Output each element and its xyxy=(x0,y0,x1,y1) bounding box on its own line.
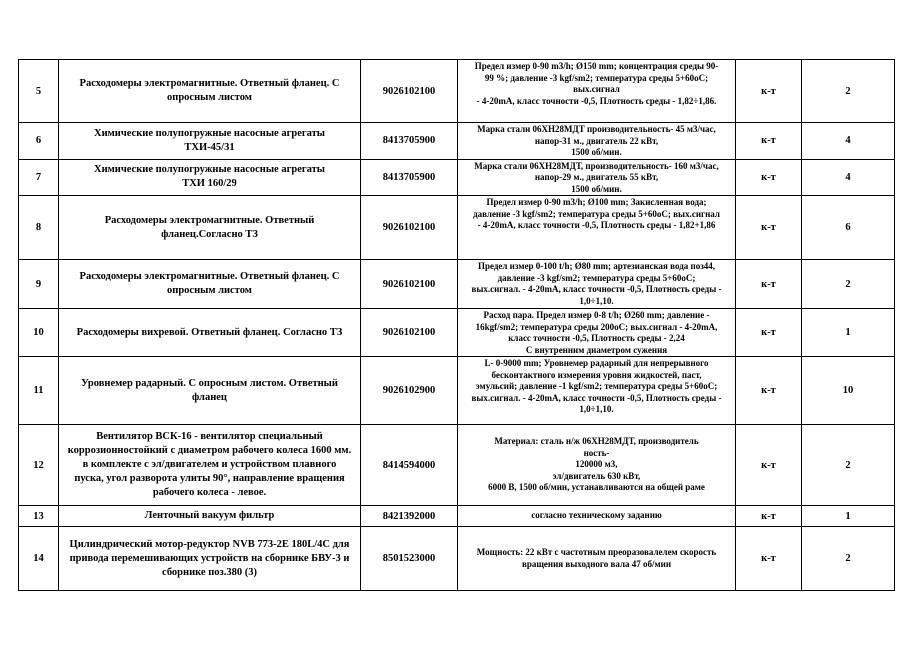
specification-line: - 4-20mA, класс точности -0,5, Плотность среды - 1,82÷1,86. xyxy=(476,95,717,106)
item-specification xyxy=(458,60,736,123)
item-name-line: сборнике поз.380 (3) xyxy=(162,566,257,578)
specification-line: бесконтактного измерения уровня жидкостей, паст, xyxy=(491,369,702,380)
item-name-line: Расходомеры электромагнитные. Ответный фланец. С xyxy=(79,271,340,282)
item-name xyxy=(59,425,361,506)
row-number: 5 xyxy=(19,60,59,123)
row-number: 7 xyxy=(19,159,59,196)
hs-code: 8501523000 xyxy=(361,527,458,591)
item-name-line: Цилиндрический мотор-редуктор NVB 773-2E 180L/4C для xyxy=(69,538,350,550)
specification-line: 16kgf/sm2; температура среды 200oC; вых.сигнал - 4-20mA, xyxy=(475,321,718,332)
specification-line: Расход пара. Предел измер 0-8 t/h; Ø260 mm; давление - xyxy=(483,310,710,320)
item-name-line: Ленточный вакуум фильтр xyxy=(144,510,275,521)
table-row xyxy=(19,527,895,591)
item-name-line: Расходомеры электромагнитные. Ответный xyxy=(104,214,315,226)
item-name-line: Вентилятор ВСК-16 - вентилятор специальный xyxy=(96,431,323,442)
unit-of-measure: к-т xyxy=(736,309,802,357)
item-name xyxy=(59,309,361,357)
item-name xyxy=(59,60,361,123)
row-number: 12 xyxy=(19,425,59,506)
table-row xyxy=(19,357,895,425)
item-name-line: в комплекте с эл/двигателем и устройством плавного xyxy=(82,459,337,470)
quantity: 2 xyxy=(802,260,895,309)
item-name-line: привода перемешивающих устройств на сборнике БВУ-3 и xyxy=(69,552,350,564)
specification-line: ность- xyxy=(583,447,610,458)
item-name xyxy=(59,123,361,160)
spec-table xyxy=(18,59,895,591)
specification-line: Мощность: 22 кВт с частотным преоразовалелем скорость xyxy=(476,547,717,557)
item-name-line: опросным листом xyxy=(167,92,252,103)
quantity: 4 xyxy=(802,159,895,196)
unit-of-measure: к-т xyxy=(736,527,802,591)
hs-code: 9026102900 xyxy=(361,357,458,425)
hs-code: 8413705900 xyxy=(361,159,458,196)
specification-line: 99 %; давление -3 kgf/sm2; температура среды 5+60oC; xyxy=(484,72,709,83)
row-number: 11 xyxy=(19,357,59,425)
quantity: 2 xyxy=(802,60,895,123)
table-row xyxy=(19,159,895,196)
specification-line: Марка стали 06ХН28МДТ производительность- 45 м3/час, xyxy=(477,124,716,134)
item-name-line: Расходомеры электромагнитные. Ответный фланец. С xyxy=(79,78,340,89)
specification-line: 6000 В, 1500 об/мин, устанавливаются на общей раме xyxy=(488,482,705,493)
item-specification xyxy=(458,357,736,425)
row-number: 8 xyxy=(19,196,59,260)
spec-table-wrapper xyxy=(18,59,894,591)
item-name xyxy=(59,357,361,425)
unit-of-measure: к-т xyxy=(736,425,802,506)
quantity: 10 xyxy=(802,357,895,425)
specification-line: L- 0-9000 mm; Уровнемер радарный для непрерывного xyxy=(484,358,709,368)
item-name xyxy=(59,260,361,309)
item-name xyxy=(59,159,361,196)
specification-line: С внутренним диаметром сужения xyxy=(525,344,668,355)
item-specification xyxy=(458,309,736,357)
item-specification xyxy=(458,527,736,591)
item-name-line: опросным листом xyxy=(167,285,252,296)
specification-line: вращения выходного вала 47 об/мин xyxy=(521,558,672,569)
table-row xyxy=(19,309,895,357)
specification-line: 1,0÷1,10. xyxy=(579,295,614,306)
table-row xyxy=(19,60,895,123)
item-name-line: Химические полупогружные насосные агрегаты xyxy=(94,164,325,176)
item-name-line: фланец.Согласно ТЗ xyxy=(161,228,258,240)
hs-code: 9026102100 xyxy=(361,309,458,357)
specification-line: - 4-20mA, класс точности -0,5, Плотность среды - 1,82+1,86 xyxy=(477,220,716,230)
table-row xyxy=(19,196,895,260)
row-number: 9 xyxy=(19,260,59,309)
unit-of-measure: к-т xyxy=(736,260,802,309)
quantity: 4 xyxy=(802,123,895,160)
row-number: 14 xyxy=(19,527,59,591)
hs-code: 9026102100 xyxy=(361,60,458,123)
item-name-line: пуска, угол разворота улиты 90°, направление вращения xyxy=(74,473,345,484)
item-specification xyxy=(458,159,736,196)
quantity: 2 xyxy=(802,425,895,506)
specification-line: 120000 м3, xyxy=(575,459,618,470)
row-number: 13 xyxy=(19,506,59,527)
quantity: 1 xyxy=(802,506,895,527)
item-name xyxy=(59,527,361,591)
specification-line: Предел измер 0-90 m3/h; Ø100 mm; Закисленная вода; xyxy=(486,197,707,207)
item-name-line: Химические полупогружные насосные агрегаты xyxy=(94,127,325,139)
item-name-line: ТХИ-45/31 xyxy=(184,141,235,153)
hs-code: 9026102100 xyxy=(361,196,458,260)
specification-line: эмульсий; давление -1 kgf/sm2; температура среды 5+60oC; xyxy=(475,381,718,391)
specification-line: согласно техническому заданию xyxy=(531,510,662,521)
hs-code: 8413705900 xyxy=(361,123,458,160)
item-specification xyxy=(458,260,736,309)
unit-of-measure: к-т xyxy=(736,123,802,160)
specification-line: давление -3 kgf/sm2; температура среды 5+60oC; вых.сигнал xyxy=(473,208,720,219)
specification-line: 1500 об/мин. xyxy=(571,147,622,157)
item-specification xyxy=(458,196,736,260)
specification-line: вых.сигнал. - 4-20mA, класс точности -0,5, Плотность среды - xyxy=(471,392,722,403)
specification-line: напор-31 м., двигатель 22 кВт, xyxy=(534,135,659,146)
row-number: 10 xyxy=(19,309,59,357)
table-row xyxy=(19,425,895,506)
hs-code: 8414594000 xyxy=(361,425,458,506)
specification-line: 1500 об/мин. xyxy=(571,183,622,194)
specification-line: эл/двигатель 630 кВт, xyxy=(552,470,641,481)
specification-line: Предел измер 0-100 t/h; Ø80 mm; артезианская вода поз44, xyxy=(477,261,716,271)
specification-line: вых.сигнал xyxy=(573,84,620,94)
unit-of-measure: к-т xyxy=(736,196,802,260)
specification-line: напор-29 м., двигатель 55 кВт, xyxy=(534,172,659,182)
unit-of-measure: к-т xyxy=(736,357,802,425)
item-specification xyxy=(458,506,736,527)
hs-code: 9026102100 xyxy=(361,260,458,309)
specification-line: Марка стали 06ХН28МДТ, производительность- 160 м3/час, xyxy=(474,160,719,171)
item-name xyxy=(59,196,361,260)
quantity: 2 xyxy=(802,527,895,591)
unit-of-measure: к-т xyxy=(736,506,802,527)
specification-line: класс точности -0,5, Плотность среды - 2,24 xyxy=(508,333,685,343)
item-name-line: фланец xyxy=(192,391,227,403)
spec-table-body xyxy=(19,60,895,591)
unit-of-measure: к-т xyxy=(736,60,802,123)
specification-line: Предел измер 0-90 m3/h; Ø150 mm; концентрация среды 90- xyxy=(474,61,719,71)
specification-line: вых.сигнал. - 4-20mA, класс точности -0,5, Плотность среды - xyxy=(471,284,722,294)
quantity: 6 xyxy=(802,196,895,260)
item-name-line: ТХИ 160/29 xyxy=(182,178,237,190)
item-name-line: Уровнемер радарный. С опросным листом. Ответный xyxy=(81,377,338,389)
specification-line: давление -3 kgf/sm2; температура среды 5+60oC; xyxy=(497,272,696,283)
table-row xyxy=(19,506,895,527)
item-specification xyxy=(458,425,736,506)
table-row xyxy=(19,123,895,160)
table-row xyxy=(19,260,895,309)
item-name-line: Расходомеры вихревой. Ответный фланец. Согласно ТЗ xyxy=(76,326,343,338)
item-specification xyxy=(458,123,736,160)
item-name-line: коррозионностойкий с диаметром рабочего колеса 1600 мм. xyxy=(67,445,352,456)
quantity: 1 xyxy=(802,309,895,357)
item-name xyxy=(59,506,361,527)
unit-of-measure: к-т xyxy=(736,159,802,196)
hs-code: 8421392000 xyxy=(361,506,458,527)
specification-line: 1,0÷1,10. xyxy=(579,404,614,414)
item-name-line: рабочего колеса - левое. xyxy=(152,487,267,498)
row-number: 6 xyxy=(19,123,59,160)
specification-line: Материал: сталь н/ж 06ХН28МДТ, производитель xyxy=(494,436,699,447)
